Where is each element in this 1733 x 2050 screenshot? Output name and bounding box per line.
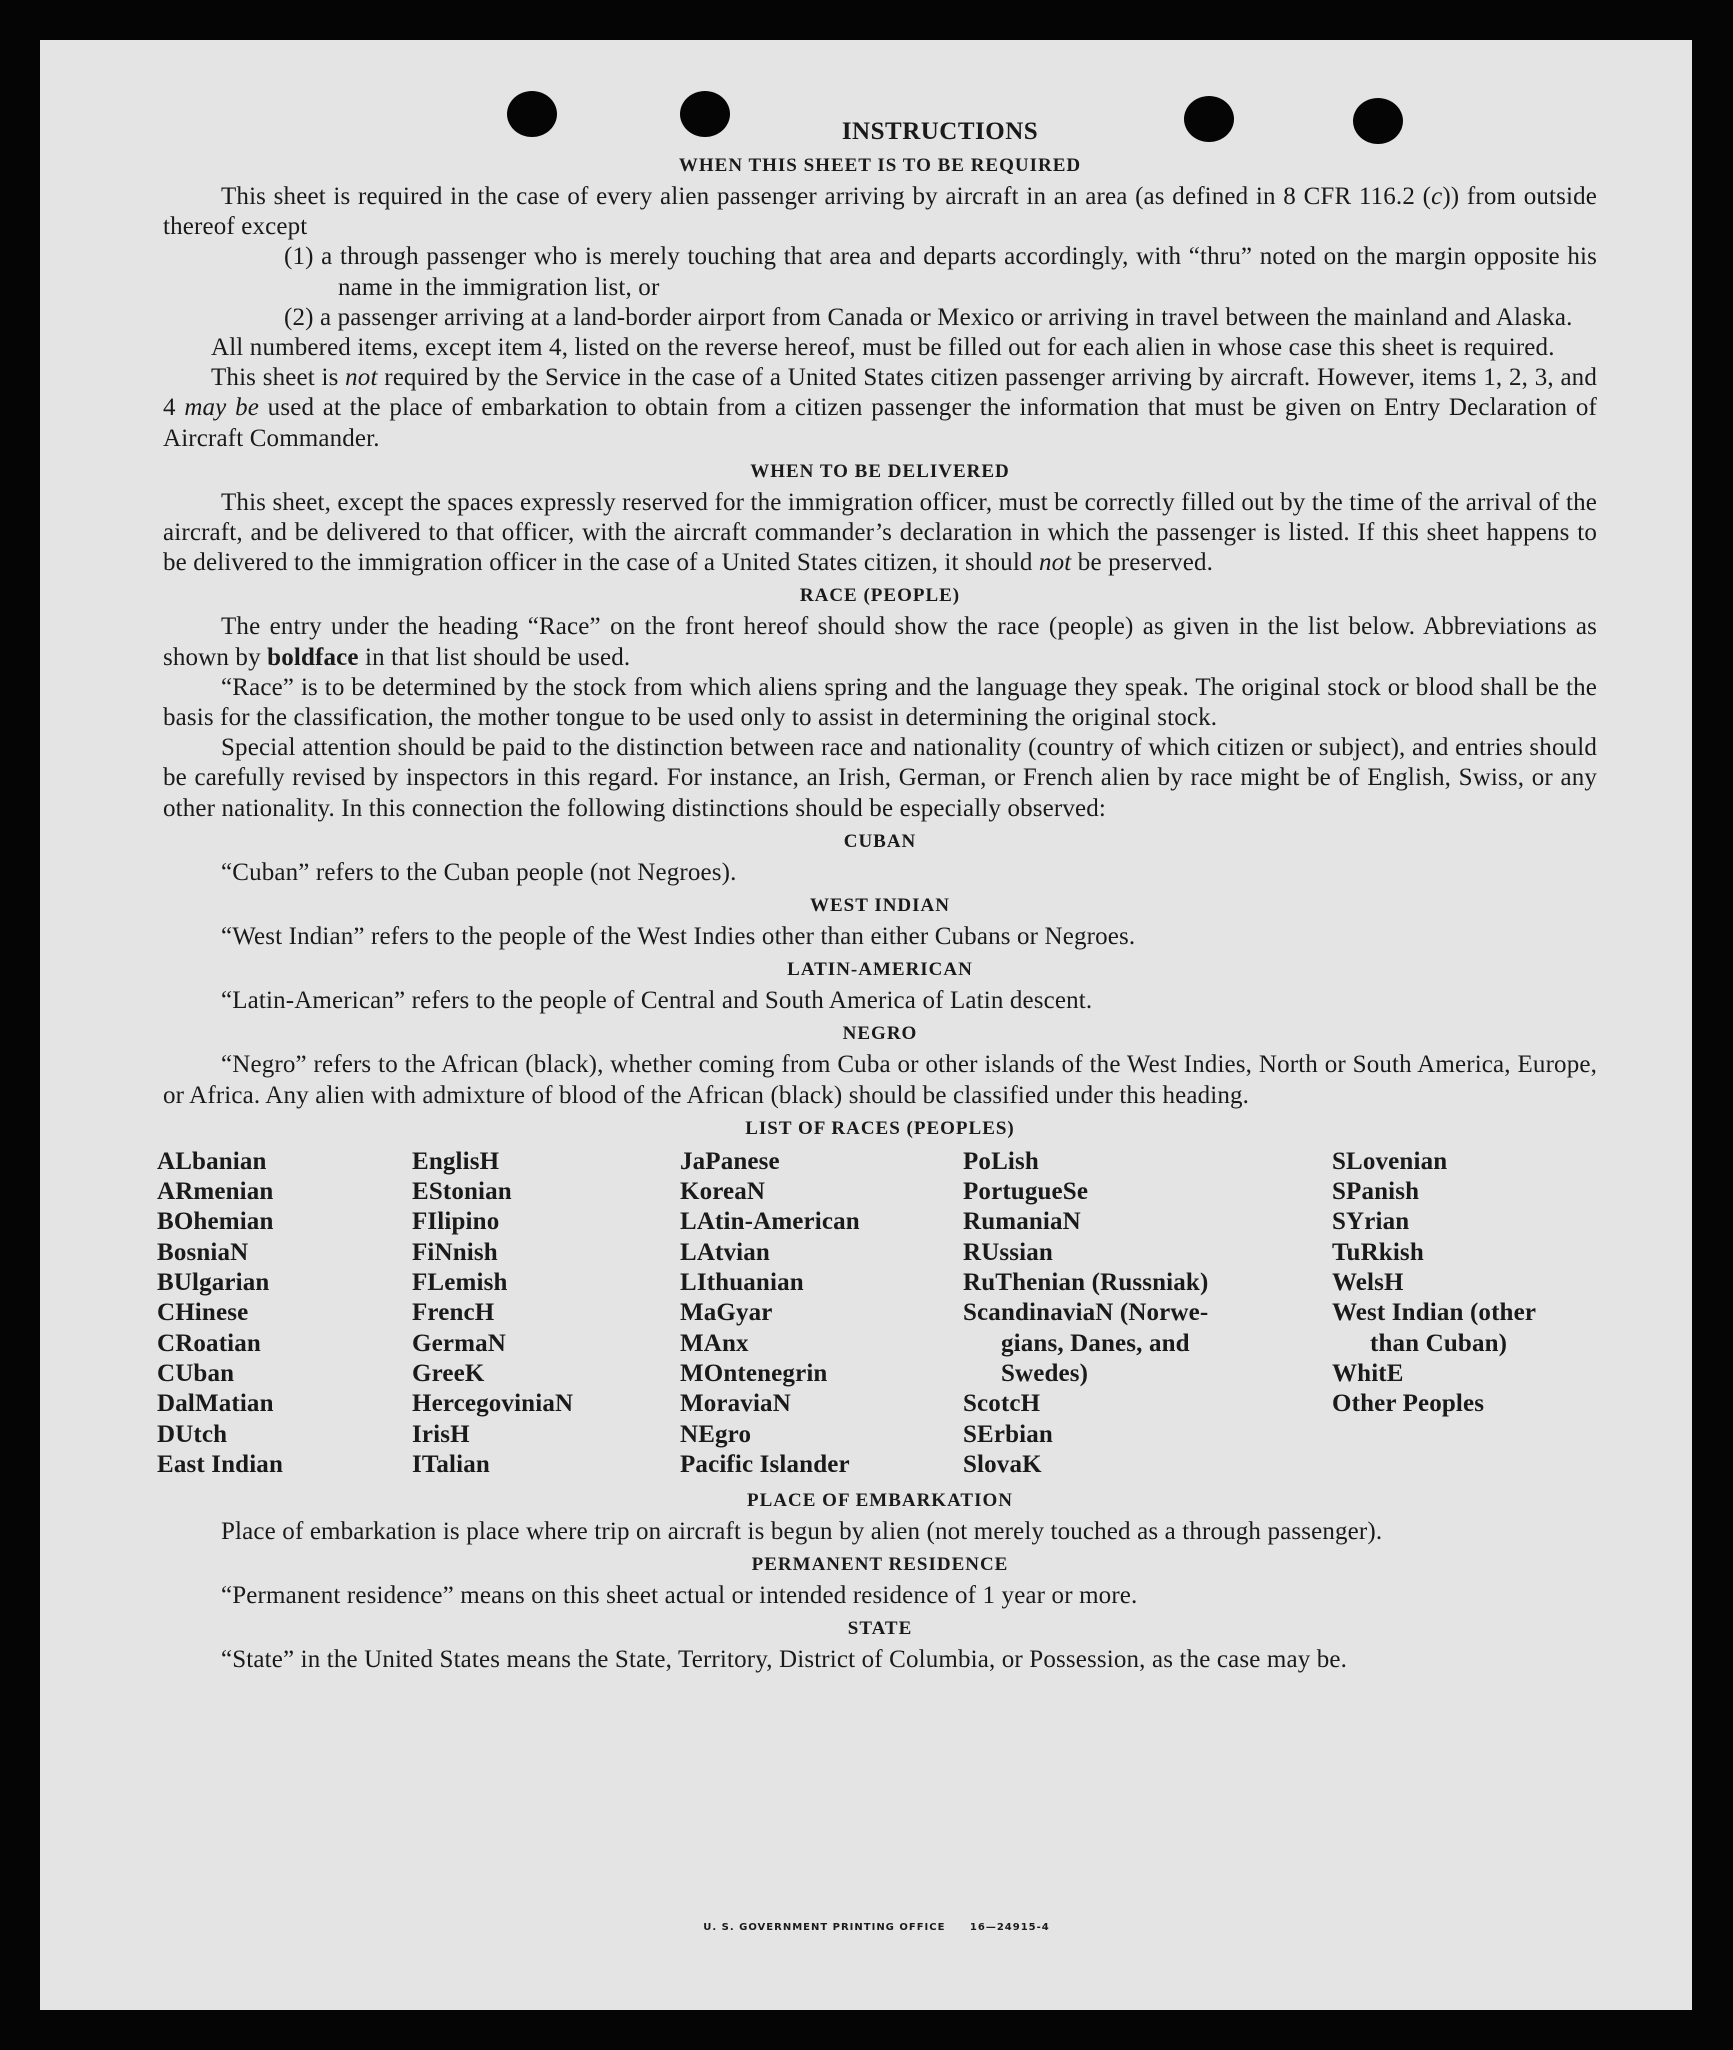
race-entry: LAtin-American (680, 1208, 860, 1236)
race-entry: MaGyar (680, 1299, 773, 1327)
race-entry: East Indian (157, 1450, 284, 1478)
printer-name: U. S. GOVERNMENT PRINTING OFFICE (703, 1922, 946, 1933)
race-entry: Swedes) (1001, 1359, 1089, 1387)
race-entry: IrisH (412, 1420, 470, 1448)
race-entry: MoraviaN (680, 1390, 791, 1418)
paragraph: This sheet, except the spaces expressly reserved for the immigration officer, must be correctly filled out by the time of the arrival of the aircraft, and be delivered to that officer, with the aircraft commander’s declaration in which the passenger is listed. If this sheet happens to be delivered to the immigration officer in the case of a United States citizen, it should not be preserved. (163, 488, 1597, 577)
race-entry: DUtch (157, 1420, 228, 1448)
race-entry: EStonian (412, 1178, 512, 1206)
race-entry: DalMatian (157, 1390, 274, 1418)
race-entry: PoLish (963, 1147, 1039, 1175)
race-entry: CUban (157, 1359, 235, 1387)
section-heading: WHEN THIS SHEET IS TO BE REQUIRED (678, 155, 1082, 176)
race-entry: SPanish (1332, 1178, 1420, 1206)
race-entry: than Cuban) (1370, 1329, 1508, 1357)
race-entry: BOhemian (157, 1208, 274, 1236)
form-number: 16—24915-4 (969, 1922, 1050, 1933)
race-entry: BUlgarian (157, 1269, 270, 1297)
race-entry: BosniaN (157, 1238, 249, 1266)
race-entry: CRoatian (157, 1329, 261, 1357)
race-entry: gians, Danes, and (1001, 1329, 1190, 1357)
race-entry: KoreaN (680, 1178, 766, 1206)
section-heading: STATE (847, 1618, 913, 1640)
race-entry: SErbian (963, 1420, 1053, 1448)
page-title: INSTRUCTIONS (841, 118, 1039, 145)
paragraph: “Cuban” refers to the Cuban people (not Negroes). (221, 858, 737, 886)
section-heading: PLACE OF EMBARKATION (747, 1489, 1013, 1511)
list-item: (2) a passenger arriving at a land-border airport from Canada or Mexico or arriving in travel between the mainland and Alaska. (284, 303, 1573, 331)
race-entry: SYrian (1332, 1208, 1410, 1236)
race-entry: MAnx (680, 1329, 749, 1357)
paragraph: “Latin-American” refers to the people of Central and South America of Latin descent. (221, 987, 1093, 1015)
race-entry: CHinese (157, 1299, 249, 1327)
race-entry: GermaN (412, 1329, 506, 1357)
paragraph: The entry under the heading “Race” on the front hereof should show the race (people) as given in the list below. Abbreviations as shown by boldface in that list should be used. (163, 613, 1597, 671)
race-entry: LIthuanian (680, 1269, 804, 1297)
race-entry: LAtvian (680, 1238, 770, 1266)
emphasis-text: may be (184, 394, 259, 422)
race-entry: RUssian (963, 1238, 1053, 1266)
race-list (157, 1147, 1597, 1483)
instructions-content (157, 116, 1597, 1675)
race-entry: ALbanian (157, 1147, 267, 1175)
printer-footer (0, 1922, 1733, 1933)
section-heading: NEGRO (842, 1023, 918, 1045)
race-entry: ARmenian (157, 1178, 274, 1206)
race-column (412, 1147, 573, 1480)
section-heading: WHEN TO BE DELIVERED (750, 460, 1010, 482)
race-entry: ITalian (412, 1450, 490, 1478)
race-entry: RuThenian (Russniak) (963, 1269, 1209, 1297)
section-heading: LIST OF RACES (PEOPLES) (745, 1117, 1015, 1139)
race-entry: FIlipino (412, 1208, 500, 1236)
race-entry: NEgro (680, 1420, 752, 1448)
paragraph: Special attention should be paid to the distinction between race and nationality (country of which citizen or subject), and entries should be carefully revised by inspectors in this regard. For instance, an Irish, German, or French alien by race might be of English, Swiss, or any other nationality. In this connection the following distinctions should be especially observed: (163, 734, 1597, 822)
race-entry: HercegoviniaN (412, 1390, 574, 1418)
race-entry: SlovaK (963, 1450, 1042, 1478)
race-column (680, 1147, 860, 1480)
race-entry: PortugueSe (963, 1178, 1089, 1206)
race-entry: TuRkish (1332, 1238, 1424, 1266)
section-heading: PERMANENT RESIDENCE (751, 1554, 1009, 1576)
section-heading: LATIN-AMERICAN (787, 959, 973, 981)
section-heading: RACE (PEOPLE) (799, 585, 961, 607)
race-entry: ScandinaviaN (Norwe- (963, 1299, 1209, 1327)
bold-text: boldface (267, 643, 359, 671)
paragraph: “State” in the United States means the State, Territory, District of Columbia, or Possession, as the case may be. (221, 1646, 1348, 1674)
race-column (963, 1147, 1208, 1480)
race-entry: Pacific Islander (680, 1450, 850, 1478)
emphasis-text: not (1038, 549, 1072, 577)
race-entry: MOntenegrin (680, 1359, 828, 1387)
race-entry: FrencH (412, 1299, 495, 1327)
paragraph: All numbered items, except item 4, listed on the reverse hereof, must be filled out for each alien in whose case this sheet is required. (211, 334, 1555, 362)
race-entry: WhitE (1332, 1359, 1404, 1387)
race-entry: RumaniaN (963, 1208, 1081, 1236)
race-column (157, 1147, 283, 1480)
emphasis-text: not (345, 364, 378, 392)
race-column (1332, 1147, 1536, 1420)
race-entry: FLemish (412, 1269, 508, 1297)
paragraph: “Negro” refers to the African (black), whether coming from Cuba or other islands of the West Indies, North or South America, Europe, or Africa. Any alien with admixture of blood of the African (black) should be classified under this heading. (163, 1051, 1597, 1109)
section-heading: CUBAN (843, 830, 917, 852)
list-item: (1) a through passenger who is merely touching that area and departs accordingly, with “thru” noted on the margin opposite his name in the immigration list, or (284, 243, 1597, 301)
race-entry: FiNnish (412, 1238, 498, 1266)
paragraph: Place of embarkation is place where trip on aircraft is begun by alien (not merely touched as a through passenger). (221, 1517, 1383, 1545)
race-entry: EnglisH (412, 1147, 500, 1175)
paragraph: “West Indian” refers to the people of the West Indies other than either Cubans or Negroes. (221, 923, 1136, 951)
paragraph: This sheet is required in the case of every alien passenger arriving by aircraft in an area (as defined in 8 CFR 116.2 (c)) from outside thereof except (163, 183, 1597, 241)
section-heading: WEST INDIAN (810, 895, 950, 917)
paragraph: “Permanent residence” means on this sheet actual or intended residence of 1 year or more. (221, 1582, 1138, 1610)
race-entry: West Indian (other (1332, 1299, 1537, 1327)
paragraph: “Race” is to be determined by the stock from which aliens spring and the language they speak. The original stock or blood shall be the basis for the classification, the mother tongue to be used only to assist in determining the original stock. (163, 673, 1597, 732)
race-entry: ScotcH (963, 1390, 1041, 1418)
race-entry: JaPanese (680, 1147, 780, 1175)
race-entry: GreeK (412, 1359, 485, 1387)
race-entry: SLovenian (1332, 1147, 1448, 1175)
paragraph: This sheet is not required by the Service in the case of a United States citizen passenger arriving by aircraft. However, items 1, 2, 3, and 4 may be used at the place of embarkation to obtain from a citizen passenger the information that must be given on Entry Declaration of Aircraft Commander. (163, 364, 1597, 452)
race-entry: WelsH (1332, 1269, 1404, 1297)
race-entry: Other Peoples (1332, 1390, 1485, 1418)
emphasis-text: c (1431, 183, 1443, 210)
